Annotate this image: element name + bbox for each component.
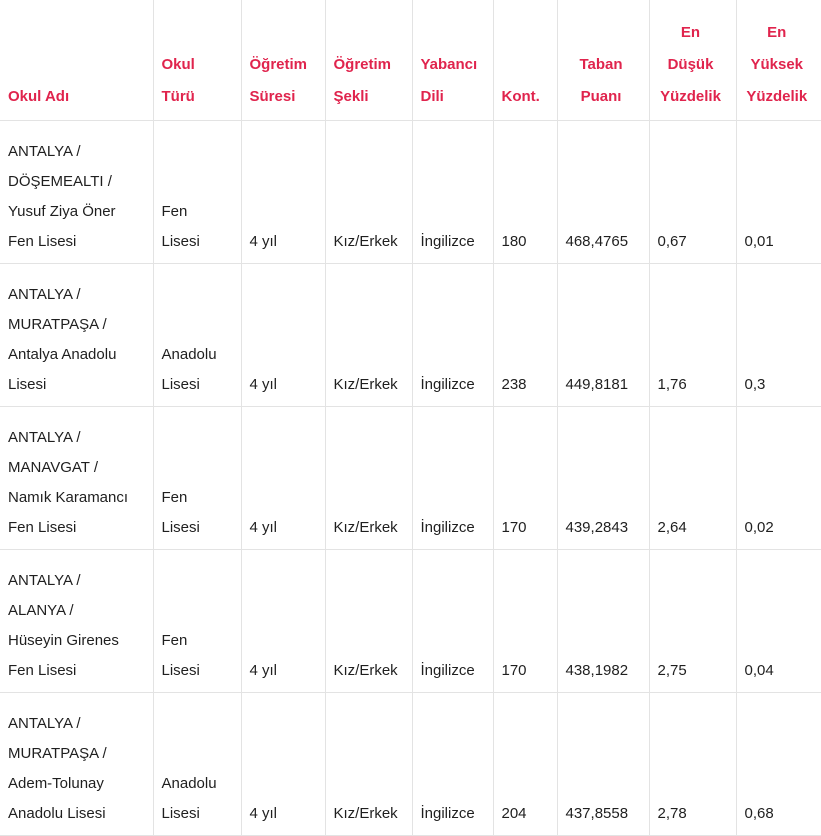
header-duration: Öğretim Süresi bbox=[241, 0, 325, 121]
cell-school-type bbox=[153, 693, 241, 836]
cell-highest-percentile bbox=[736, 264, 821, 407]
cell-school-name-text: ANTALYA / MANAVGAT / Namık Karamancı Fen Lisesi bbox=[8, 423, 153, 543]
cell-school-name-text: ANTALYA / DÖŞEMEALTI / Yusuf Ziya Öner Fen Lisesi bbox=[8, 137, 153, 257]
header-base-score: Taban Puanı bbox=[557, 0, 649, 121]
cell-highest-percentile bbox=[736, 550, 821, 693]
cell-foreign-language bbox=[412, 693, 493, 836]
cell-school-type-text: Anadolu Lisesi bbox=[162, 340, 241, 400]
cell-highest-percentile-text: 0,04 bbox=[745, 656, 821, 686]
cell-education-type bbox=[325, 264, 412, 407]
cell-education-type-text: Kız/Erkek bbox=[334, 227, 412, 257]
cell-lowest-percentile-text: 1,76 bbox=[658, 370, 736, 400]
cell-duration-text: 4 yıl bbox=[250, 799, 325, 829]
cell-lowest-percentile-text: 2,78 bbox=[658, 799, 736, 829]
cell-foreign-language bbox=[412, 121, 493, 264]
cell-foreign-language-text: İngilizce bbox=[421, 656, 493, 686]
cell-school-name-text: ANTALYA / ALANYA / Hüseyin Girenes Fen Lisesi bbox=[8, 566, 153, 686]
table-row bbox=[0, 693, 821, 836]
cell-quota bbox=[493, 121, 557, 264]
cell-school-name bbox=[0, 693, 153, 836]
cell-duration bbox=[241, 550, 325, 693]
cell-school-name-text: ANTALYA / MURATPAŞA / Antalya Anadolu Lisesi bbox=[8, 280, 153, 400]
cell-lowest-percentile bbox=[649, 121, 736, 264]
cell-base-score-text: 449,8181 bbox=[566, 370, 649, 400]
cell-highest-percentile bbox=[736, 121, 821, 264]
cell-base-score bbox=[557, 264, 649, 407]
cell-school-name bbox=[0, 264, 153, 407]
cell-base-score-text: 439,2843 bbox=[566, 513, 649, 543]
cell-lowest-percentile bbox=[649, 407, 736, 550]
cell-base-score-text: 437,8558 bbox=[566, 799, 649, 829]
header-lowest-percentile: En Düşük Yüzdelik bbox=[649, 0, 736, 121]
cell-base-score-text: 468,4765 bbox=[566, 227, 649, 257]
cell-education-type-text: Kız/Erkek bbox=[334, 370, 412, 400]
cell-lowest-percentile bbox=[649, 693, 736, 836]
cell-education-type bbox=[325, 693, 412, 836]
cell-lowest-percentile-text: 2,75 bbox=[658, 656, 736, 686]
cell-duration-text: 4 yıl bbox=[250, 227, 325, 257]
header-quota: Kont. bbox=[493, 0, 557, 121]
cell-base-score bbox=[557, 407, 649, 550]
cell-quota-text: 180 bbox=[502, 227, 557, 257]
cell-quota bbox=[493, 407, 557, 550]
cell-lowest-percentile-text: 2,64 bbox=[658, 513, 736, 543]
cell-quota bbox=[493, 264, 557, 407]
cell-education-type bbox=[325, 121, 412, 264]
cell-highest-percentile-text: 0,68 bbox=[745, 799, 821, 829]
cell-quota-text: 170 bbox=[502, 656, 557, 686]
cell-base-score bbox=[557, 121, 649, 264]
cell-education-type-text: Kız/Erkek bbox=[334, 513, 412, 543]
cell-highest-percentile-text: 0,02 bbox=[745, 513, 821, 543]
table-row bbox=[0, 121, 821, 264]
cell-base-score bbox=[557, 550, 649, 693]
header-school-name: Okul Adı bbox=[0, 0, 153, 121]
cell-highest-percentile bbox=[736, 693, 821, 836]
header-highest-percentile: En Yüksek Yüzdelik bbox=[736, 0, 821, 121]
cell-highest-percentile bbox=[736, 407, 821, 550]
cell-education-type bbox=[325, 550, 412, 693]
cell-quota bbox=[493, 550, 557, 693]
cell-lowest-percentile bbox=[649, 264, 736, 407]
cell-school-type bbox=[153, 121, 241, 264]
cell-duration-text: 4 yıl bbox=[250, 370, 325, 400]
table-row bbox=[0, 550, 821, 693]
cell-highest-percentile-text: 0,01 bbox=[745, 227, 821, 257]
header-school-type: Okul Türü bbox=[153, 0, 241, 121]
cell-school-name bbox=[0, 407, 153, 550]
cell-foreign-language-text: İngilizce bbox=[421, 799, 493, 829]
cell-school-type-text: Fen Lisesi bbox=[162, 626, 241, 686]
cell-school-type bbox=[153, 407, 241, 550]
cell-duration bbox=[241, 693, 325, 836]
cell-school-name bbox=[0, 550, 153, 693]
cell-school-type bbox=[153, 550, 241, 693]
cell-base-score-text: 438,1982 bbox=[566, 656, 649, 686]
cell-school-type-text: Fen Lisesi bbox=[162, 197, 241, 257]
cell-quota-text: 170 bbox=[502, 513, 557, 543]
cell-foreign-language bbox=[412, 407, 493, 550]
cell-duration bbox=[241, 264, 325, 407]
cell-foreign-language bbox=[412, 264, 493, 407]
cell-duration bbox=[241, 121, 325, 264]
cell-foreign-language-text: İngilizce bbox=[421, 227, 493, 257]
header-row bbox=[0, 0, 821, 121]
table-row bbox=[0, 264, 821, 407]
cell-base-score bbox=[557, 693, 649, 836]
cell-school-type-text: Fen Lisesi bbox=[162, 483, 241, 543]
cell-education-type bbox=[325, 407, 412, 550]
header-foreign-language: Yabancı Dili bbox=[412, 0, 493, 121]
cell-education-type-text: Kız/Erkek bbox=[334, 656, 412, 686]
cell-lowest-percentile bbox=[649, 550, 736, 693]
cell-school-name-text: ANTALYA / MURATPAŞA / Adem-Tolunay Anadolu Lisesi bbox=[8, 709, 153, 829]
cell-foreign-language bbox=[412, 550, 493, 693]
cell-school-type bbox=[153, 264, 241, 407]
cell-foreign-language-text: İngilizce bbox=[421, 370, 493, 400]
cell-highest-percentile-text: 0,3 bbox=[745, 370, 821, 400]
cell-foreign-language-text: İngilizce bbox=[421, 513, 493, 543]
cell-quota bbox=[493, 693, 557, 836]
cell-duration-text: 4 yıl bbox=[250, 656, 325, 686]
cell-duration bbox=[241, 407, 325, 550]
header-education-type: Öğretim Şekli bbox=[325, 0, 412, 121]
cell-lowest-percentile-text: 0,67 bbox=[658, 227, 736, 257]
cell-education-type-text: Kız/Erkek bbox=[334, 799, 412, 829]
cell-school-type-text: Anadolu Lisesi bbox=[162, 769, 241, 829]
cell-school-name bbox=[0, 121, 153, 264]
table-row bbox=[0, 407, 821, 550]
cell-duration-text: 4 yıl bbox=[250, 513, 325, 543]
cell-quota-text: 204 bbox=[502, 799, 557, 829]
cell-quota-text: 238 bbox=[502, 370, 557, 400]
